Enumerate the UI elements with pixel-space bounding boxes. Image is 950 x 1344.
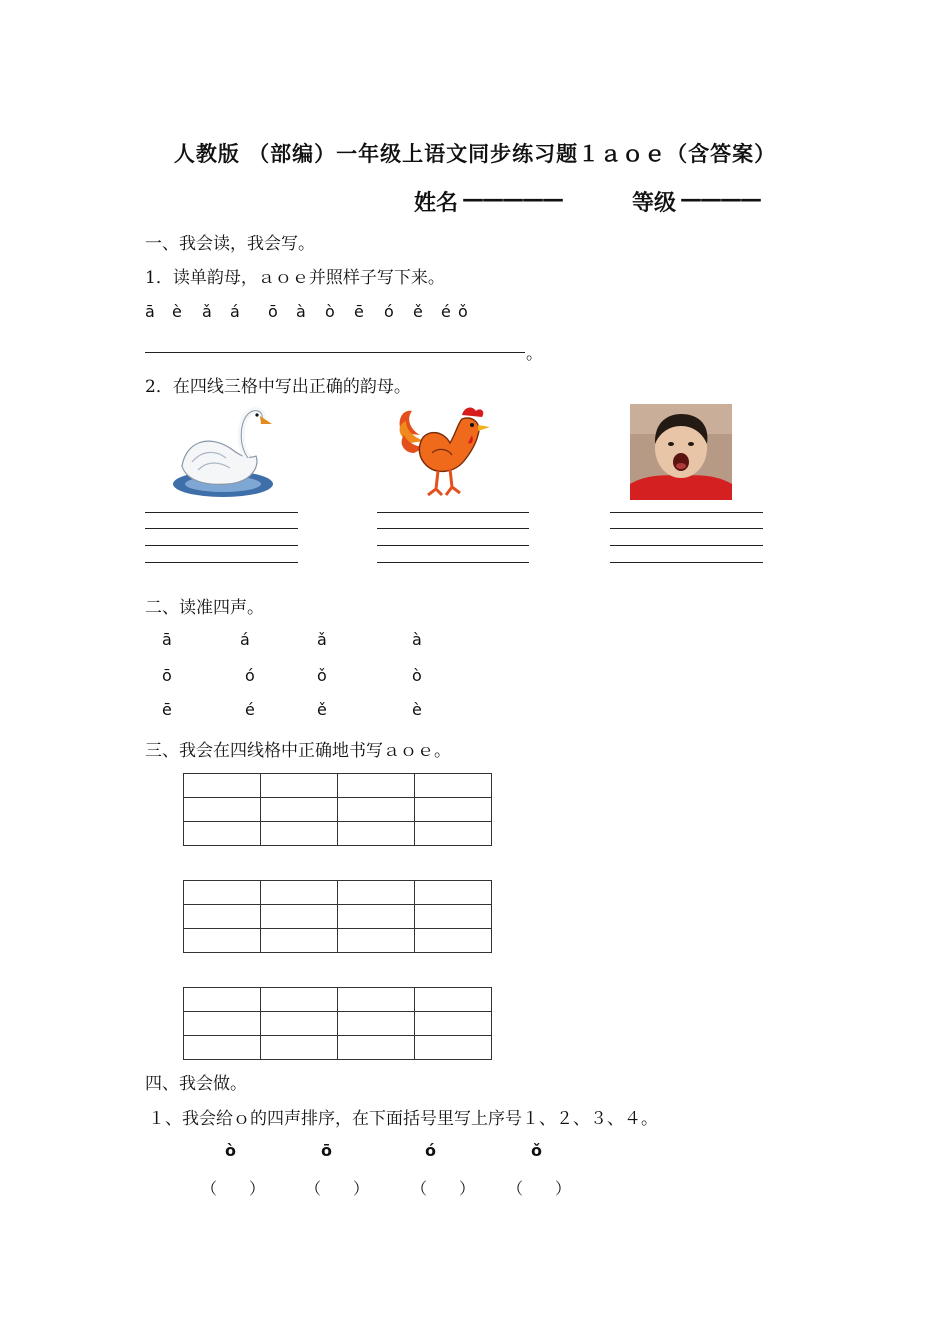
answer-paren[interactable]: （ ） (507, 1179, 572, 1198)
page-title: 人教版 （部编）一年级上语文同步练习题１ａｏｅ（含答案） (173, 141, 777, 166)
tone-o-1: ō (321, 1141, 332, 1160)
tone-o-2: ó (425, 1141, 436, 1160)
section-1-q1: 1．读单韵母，ａｏｅ并照样子写下来。 (145, 268, 445, 288)
answer-line-end: 。 (526, 344, 543, 364)
pinyin: ò (325, 302, 335, 321)
writing-grid-2[interactable] (183, 880, 492, 953)
tone-a: ǎ (317, 630, 327, 649)
tone-e: ě (317, 700, 327, 719)
grade-label: 等级 (632, 190, 677, 216)
pinyin: á (230, 302, 240, 321)
tone-o: ō (162, 666, 172, 685)
pinyin: ǒ (458, 302, 468, 321)
grade-blank: ———— (680, 186, 760, 212)
tone-a: à (412, 630, 422, 649)
answer-paren[interactable]: （ ） (201, 1179, 266, 1198)
writing-grid-3[interactable] (183, 987, 492, 1060)
tone-o-3: ǒ (531, 1141, 542, 1160)
child-open-mouth-photo (630, 404, 732, 500)
tone-e: ē (162, 700, 172, 719)
pinyin: ó (384, 302, 394, 321)
answer-paren[interactable]: （ ） (305, 1179, 370, 1198)
pinyin: ā (145, 302, 155, 321)
pinyin: à (296, 302, 306, 321)
tone-a: ā (162, 630, 172, 649)
swan-image (168, 404, 276, 500)
pinyin: ē (354, 302, 364, 321)
answer-line[interactable] (145, 352, 525, 353)
section-3-heading: 三、我会在四线格中正确地书写ａｏｅ。 (145, 741, 451, 761)
tone-o: ó (245, 666, 255, 685)
tone-e: é (245, 700, 255, 719)
tone-o-4: ò (225, 1141, 236, 1160)
section-1-heading: 一、我会读，我会写。 (145, 234, 315, 254)
tone-e: è (412, 700, 422, 719)
name-label: 姓名 (414, 190, 459, 216)
pinyin: è (172, 302, 182, 321)
section-1-q2: 2．在四线三格中写出正确的韵母。 (145, 377, 411, 397)
pinyin: ǎ (202, 302, 212, 321)
tone-a: á (240, 630, 250, 649)
pinyin: ō (268, 302, 278, 321)
pinyin: é (441, 302, 451, 321)
section-4-heading: 四、我会做。 (145, 1074, 247, 1094)
section-4-q1: １、我会给ｏ的四声排序，在下面括号里写上序号１、２、３、４。 (148, 1109, 658, 1129)
tone-o: ò (412, 666, 422, 685)
section-2-heading: 二、读准四声。 (145, 598, 264, 618)
tone-o: ǒ (317, 666, 327, 685)
name-blank: ————— (462, 186, 562, 212)
writing-grid-1[interactable] (183, 773, 492, 846)
rooster-image (392, 403, 492, 501)
answer-paren[interactable]: （ ） (411, 1179, 476, 1198)
pinyin: ě (413, 302, 423, 321)
